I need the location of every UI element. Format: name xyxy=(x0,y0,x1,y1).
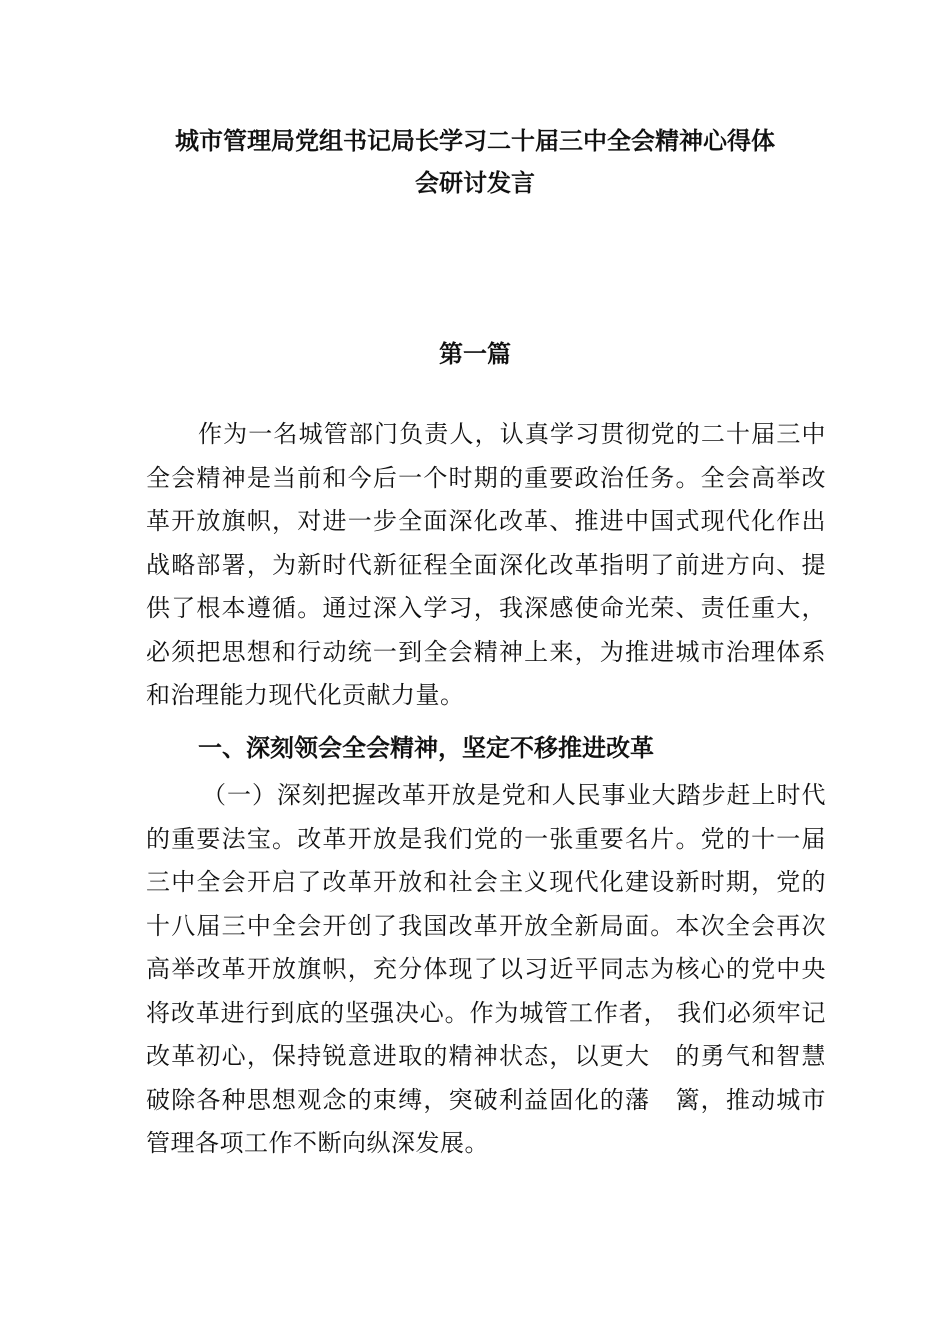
title-line-2: 会研讨发言 xyxy=(415,169,535,197)
paragraph-one: （一）深刻把握改革开放是党和人民事业大踏步赶上时代的重要法宝。改革开放是我们党的一张重要名片。党的十一届三中全会开启了改革开放和社会主义现代化建设新时期，党的十八届三中全会开创了我国改革开放全新局面。本次全会再次高举改革开放旗帜，充分体现了以习近平同志为核心的党中央将改革进行到底的坚强决心。作为城管工作者， 我们必须牢记改革初心，保持锐意进取的精神状态，以更大 的勇气和智慧破除各种思想观念的束缚，突破利益固化的藩 篱，推动城市管理各项工作不断向纵深发展。 xyxy=(146,781,826,1157)
document-title xyxy=(120,120,830,204)
intro-paragraph: 作为一名城管部门负责人，认真学习贯彻党的二十届三中全会精神是当前和今后一个时期的重要政治任务。全会高举改革开放旗帜，对进一步全面深化改革、推进中国式现代化作出战略部署，为新时代新征程全面深化改革指明了前进方向、提供了根本遵循。通过深入学习，我深感使命光荣、责任重大，必须把思想和行动统一到全会精神上来，为推进城市治理体系和治理能力现代化贡献力量。 xyxy=(146,420,826,709)
title-line-1: 城市管理局党组书记局长学习二十届三中全会精神心得体 xyxy=(175,127,775,155)
heading-one: 一、深刻领会全会精神，坚定不移推进改革 xyxy=(198,734,654,762)
section-label: 第一篇 xyxy=(439,340,511,368)
